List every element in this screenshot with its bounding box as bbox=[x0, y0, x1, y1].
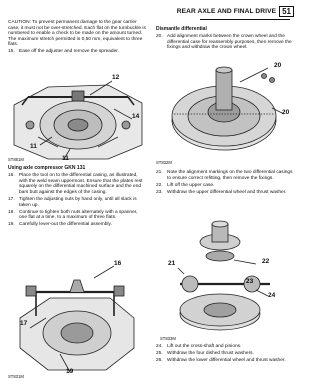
step-number: 17. bbox=[8, 196, 15, 202]
callout-22: 22 bbox=[262, 258, 270, 265]
callout-16: 16 bbox=[114, 260, 122, 267]
step-number: 16. bbox=[8, 173, 15, 179]
header-title: REAR AXLE AND FINAL DRIVE bbox=[176, 8, 277, 15]
step-number: 18. bbox=[8, 209, 15, 215]
step-26 bbox=[156, 358, 294, 364]
callout-24: 24 bbox=[268, 292, 276, 299]
step-text: Ease off the adjuster and remove the spreader. bbox=[19, 49, 119, 55]
step-18 bbox=[8, 210, 146, 221]
section-number-badge: 51 bbox=[279, 6, 294, 17]
step-25 bbox=[156, 351, 294, 357]
step-number: 22. bbox=[156, 182, 163, 188]
header-rule bbox=[200, 19, 290, 20]
step-number: 21. bbox=[156, 170, 163, 175]
step-17 bbox=[8, 197, 146, 208]
callout-21: 21 bbox=[168, 260, 176, 267]
callout-23: 23 bbox=[246, 278, 254, 285]
left-column-lower bbox=[8, 166, 146, 229]
step-number: 20. bbox=[156, 34, 163, 40]
right-column-middle bbox=[156, 170, 294, 197]
figure-ref: ST881M bbox=[8, 157, 24, 162]
callout-11a: 11 bbox=[30, 143, 37, 150]
step-20 bbox=[156, 34, 294, 51]
left-column bbox=[8, 20, 146, 57]
step-number: 23. bbox=[156, 189, 163, 195]
callout-20b: 20 bbox=[282, 109, 290, 116]
figure-spreader bbox=[8, 75, 148, 163]
step-text: Note the alignment markings on the two differential casings to ensure correct refitting, then remove the fixings. bbox=[167, 170, 293, 181]
step-22 bbox=[156, 183, 294, 189]
step-number: 26. bbox=[156, 358, 163, 364]
step-number: 15. bbox=[8, 49, 15, 55]
figure-axle-compressor bbox=[10, 258, 140, 378]
step-21 bbox=[156, 170, 294, 181]
callout-19: 19 bbox=[66, 368, 74, 375]
step-text: Withdraw the four dished thrust washers. bbox=[167, 351, 254, 357]
figure-exploded-differential bbox=[160, 220, 290, 340]
figure-ref: ST832M bbox=[156, 160, 172, 165]
heading-dismantle-differential: Dismantle differential bbox=[156, 26, 207, 32]
step-text: Add alignment marks between the crown wheel and the differential case for reassembly purposes, then remove the fixings and withdraw the crown wheel. bbox=[167, 34, 292, 51]
crown-wheel-illustration bbox=[156, 64, 292, 164]
step-19 bbox=[8, 222, 146, 228]
differential-exploded-illustration bbox=[160, 220, 290, 340]
step-number: 25. bbox=[156, 351, 163, 357]
step-text: Withdraw the upper differential wheel and thrust washer. bbox=[167, 189, 287, 195]
figure-ref: ST831M bbox=[8, 374, 24, 379]
step-16 bbox=[8, 173, 146, 195]
callout-20a: 20 bbox=[274, 62, 282, 69]
step-24 bbox=[156, 344, 294, 350]
step-text: Lift out the cross-shaft and pinions. bbox=[167, 344, 242, 349]
step-23 bbox=[156, 190, 294, 196]
subheading-axle-compressor: Using axle compressor GKN 131 bbox=[8, 165, 86, 171]
figure-crown-wheel bbox=[156, 64, 292, 164]
caution-paragraph: CAUTION: To prevent permanent damage to the gear carrier case, it must not be over-stretched. Each flat on the turnbuckle is numbered to enable a check to be made on the amount turned. The maximum stretch permitted is 0,50 mm, equivalent to three flats. bbox=[8, 20, 146, 48]
callout-11b: 11 bbox=[62, 155, 69, 162]
step-text: Continue to tighten both nuts alternately with a spanner, one flat at a time, to a maximum of three flats. bbox=[19, 209, 138, 221]
step-15 bbox=[8, 49, 146, 55]
callout-14: 14 bbox=[132, 113, 140, 120]
step-text: Tighten the adjusting nuts by hand only, until all slack is taken up. bbox=[19, 196, 137, 208]
step-number: 19. bbox=[8, 222, 15, 228]
figure-ref: ST833M bbox=[160, 336, 176, 341]
step-text: Lift off the upper case. bbox=[167, 182, 215, 188]
page-header bbox=[177, 6, 294, 17]
callout-12: 12 bbox=[112, 74, 120, 81]
step-number: 24. bbox=[156, 344, 163, 349]
step-text: Withdraw the lower differential wheel and thrust washer. bbox=[167, 358, 286, 364]
step-text: Carefully lever-out the differential assembly. bbox=[19, 222, 112, 228]
step-text: Place the tool on to the differential casing, as illustrated, with the weld seam uppermost. Ensure that the plates rest squarely on the differential machined surface and the end bars butt against the edges of the casing. bbox=[19, 173, 143, 195]
right-column bbox=[156, 27, 294, 52]
compressor-illustration bbox=[10, 258, 140, 378]
spreader-illustration bbox=[8, 75, 148, 163]
right-column-lower bbox=[156, 344, 294, 365]
callout-17: 17 bbox=[20, 320, 28, 327]
